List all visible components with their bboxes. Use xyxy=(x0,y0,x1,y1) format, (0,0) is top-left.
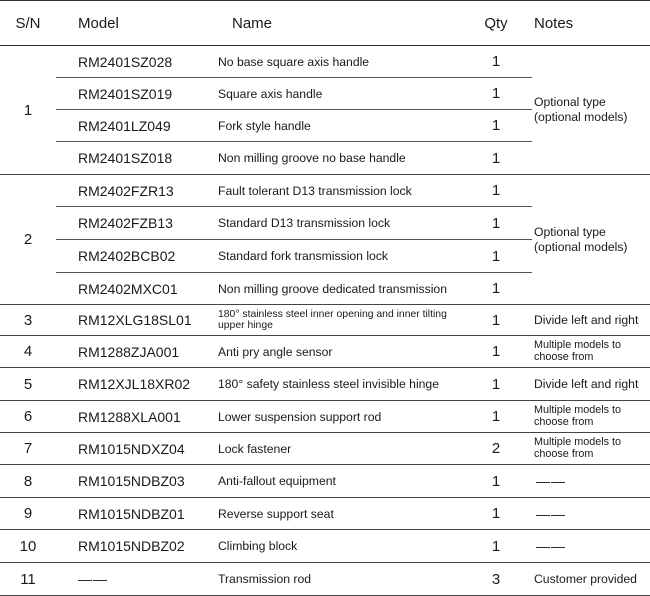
row-qty: 1 xyxy=(460,207,532,240)
header-qty: Qty xyxy=(460,1,532,46)
row-model: —— xyxy=(56,563,210,596)
row-notes: Multiple models to choose from xyxy=(532,433,650,465)
row-notes: Multiple models to choose from xyxy=(532,401,650,433)
row-qty: 1 xyxy=(460,530,532,563)
table-row xyxy=(0,465,650,498)
row-name: Anti pry angle sensor xyxy=(210,336,460,368)
row-qty: 1 xyxy=(460,46,532,78)
row-model: RM2402FZB13 xyxy=(56,207,210,240)
header-notes: Notes xyxy=(532,1,650,46)
table-row xyxy=(0,498,650,530)
header-row xyxy=(0,1,650,46)
notes-line: Optional type (optional models) xyxy=(534,224,628,254)
row-sn: 1 xyxy=(0,46,56,175)
row-notes: —— xyxy=(532,465,650,498)
row-qty: 1 xyxy=(460,368,532,401)
row-model: RM1288XLA001 xyxy=(56,401,210,433)
header-model: Model xyxy=(56,1,210,46)
row-qty: 1 xyxy=(460,78,532,110)
row-sn: 4 xyxy=(0,336,56,368)
row-notes xyxy=(532,175,650,305)
row-qty: 1 xyxy=(460,110,532,142)
row-qty: 1 xyxy=(460,175,532,207)
table-row xyxy=(0,433,650,465)
row-model: RM1015NDBZ02 xyxy=(56,530,210,563)
row-sn: 6 xyxy=(0,401,56,433)
row-notes: —— xyxy=(532,530,650,563)
row-model: RM2402BCB02 xyxy=(56,240,210,273)
row-qty: 1 xyxy=(460,336,532,368)
row-notes: Multiple models to choose from xyxy=(532,336,650,368)
row-name: Standard fork transmission lock xyxy=(210,240,460,273)
row-model: RM2401SZ019 xyxy=(56,78,210,110)
row-qty: 1 xyxy=(460,498,532,530)
row-qty: 3 xyxy=(460,563,532,596)
row-name: Transmission rod xyxy=(210,563,460,596)
row-sn: 9 xyxy=(0,498,56,530)
row-model: RM2401SZ018 xyxy=(56,142,210,175)
row-model: RM1015NDXZ04 xyxy=(56,433,210,465)
row-notes: —— xyxy=(532,498,650,530)
row-model: RM1288ZJA001 xyxy=(56,336,210,368)
row-name: Lock fastener xyxy=(210,433,460,465)
row-name: Fault tolerant D13 transmission lock xyxy=(210,175,460,207)
row-name: Climbing block xyxy=(210,530,460,563)
row-notes: Divide left and right xyxy=(532,368,650,401)
row-name: Standard D13 transmission lock xyxy=(210,207,460,240)
row-sn: 3 xyxy=(0,305,56,336)
row-notes: Divide left and right xyxy=(532,305,650,336)
row-model: RM1015NDBZ01 xyxy=(56,498,210,530)
row-notes xyxy=(532,46,650,175)
row-model: RM12XLG18SL01 xyxy=(56,305,210,336)
notes-line: Optional type (optional models) xyxy=(534,95,628,124)
row-sn: 11 xyxy=(0,563,56,596)
row-qty: 1 xyxy=(460,273,532,305)
row-qty: 1 xyxy=(460,305,532,336)
row-qty: 1 xyxy=(460,465,532,498)
row-name: Reverse support seat xyxy=(210,498,460,530)
table-row xyxy=(0,336,650,368)
row-qty: 2 xyxy=(460,433,532,465)
row-name: Square axis handle xyxy=(210,78,460,110)
row-sn: 7 xyxy=(0,433,56,465)
header-name: Name xyxy=(210,1,460,46)
row-name: 180° stainless steel inner opening and inner tilting upper hinge xyxy=(210,305,460,336)
table-row xyxy=(0,368,650,401)
row-name: Anti-fallout equipment xyxy=(210,465,460,498)
row-qty: 1 xyxy=(460,240,532,273)
row-model: RM1015NDBZ03 xyxy=(56,465,210,498)
row-qty: 1 xyxy=(460,401,532,433)
table-row xyxy=(0,530,650,563)
row-name: Non milling groove no base handle xyxy=(210,142,460,175)
header-sn: S/N xyxy=(0,1,56,46)
row-model: RM2401LZ049 xyxy=(56,110,210,142)
row-name: Non milling groove dedicated transmission xyxy=(210,273,460,305)
row-sn: 2 xyxy=(0,175,56,305)
row-model: RM2402FZR13 xyxy=(56,175,210,207)
row-sn: 8 xyxy=(0,465,56,498)
table-row xyxy=(0,305,650,336)
row-name: Fork style handle xyxy=(210,110,460,142)
table-row xyxy=(0,175,650,207)
row-name: 180° safety stainless steel invisible hinge xyxy=(210,368,460,401)
row-sn: 10 xyxy=(0,530,56,563)
table-row xyxy=(0,401,650,433)
row-name: No base square axis handle xyxy=(210,46,460,78)
table-row xyxy=(0,46,650,78)
table-row xyxy=(0,563,650,596)
row-sn: 5 xyxy=(0,368,56,401)
row-model: RM2402MXC01 xyxy=(56,273,210,305)
row-notes: Customer provided xyxy=(532,563,650,596)
row-qty: 1 xyxy=(460,142,532,175)
row-model: RM12XJL18XR02 xyxy=(56,368,210,401)
row-name: Lower suspension support rod xyxy=(210,401,460,433)
row-model: RM2401SZ028 xyxy=(56,46,210,78)
